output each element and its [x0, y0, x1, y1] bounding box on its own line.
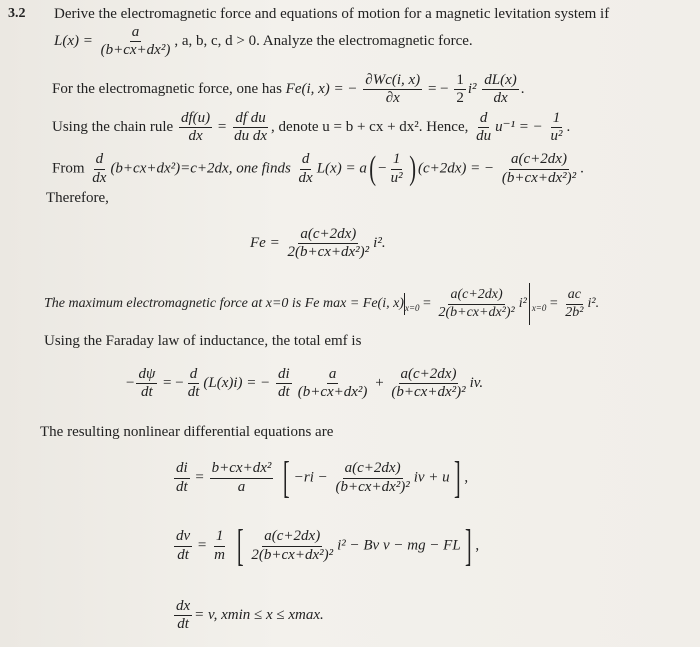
chain-rule-line: Using the chain rule $\frac{df(u)}{dx}$ = $\frac{\text{df du}}{\text{du dx}}$ , denote u = b + cx + dx². Hence, $\frac{d}{du}$ u⁻¹ = − $\frac{1}{\text{u²}}$ .	[52, 110, 571, 145]
nonlinear-text: The resulting nonlinear differential equations are	[40, 424, 334, 440]
dx-dt-equation: $\frac{dx}{dt}$ = v, xmin ≤ x ≤ xmax.	[176, 598, 324, 633]
emf-equation: − $\frac{d\psi}{dt}$ = − $\frac{d}{dt}$ (L(x)i) = − $\frac{di}{dt}$ $\frac{a}{\text{(b+cx+dx²)}}$ + $\frac{a(c+2dx)}{\text{(b+cx+dx²)²}}$ iv.	[126, 366, 484, 401]
force-line: For the electromagnetic force, one has Fe(i, x) = − $\frac{\partial Wc(i, x)}{\partial x}$ = − $\frac{1}{2}$ i² $\frac{dL(x)}{dx}$ .	[52, 72, 525, 107]
fe-equation: Fe = $\frac{a(c+2dx)}{\text{2(b+cx+dx²)²}}$ i².	[250, 226, 386, 261]
dv-dt-equation: $\frac{dv}{dt}$ = $\frac{1}{m}$ [ $\frac{a(c+2dx)}{\text{2(b+cx+dx²)²}}$ i² − Bv v − mg − FL] ,	[176, 521, 480, 570]
problem-number: 3.2	[8, 6, 26, 21]
faraday-text: Using the Faraday law of inductance, the total emf is	[44, 333, 362, 349]
therefore-text: Therefore,	[46, 190, 109, 206]
from-line: From $\frac{d}{dx}$ (b+cx+dx²)=c+2dx, one finds $\frac{d}{dx}$ L(x) = a( − $\frac{1}{\text{u²}}$ ) (c+2dx) = − $\frac{a(c+2dx)}{\text{(b+cx+dx²)²}}$ .	[52, 150, 584, 187]
max-force-line: The maximum electromagnetic force at x=0 is Fe max = Fe(i, $x)_{x=0}$ = $\frac{a(c+2dx)}{\text{2(b+cx+dx²)²}}$ i² $_{x=0}$ = $\frac{ac}{\text{2b²}}$ i².	[44, 283, 599, 325]
problem-statement: Derive the electromagnetic force and equations of motion for a magnetic levitation system if	[54, 6, 610, 22]
lx-definition: L(x) = $\frac{a}{\text{(b+cx+dx²)}}$ , a, b, c, d > 0. Analyze the electromagnetic force.	[54, 24, 473, 59]
di-dt-equation: $\frac{di}{dt}$ = $\frac{\text{b+cx+dx²}}{a}$ [ −ri − $\frac{a(c+2dx)}{\text{(b+cx+dx²)²}}$ iv + u] ,	[176, 453, 469, 502]
